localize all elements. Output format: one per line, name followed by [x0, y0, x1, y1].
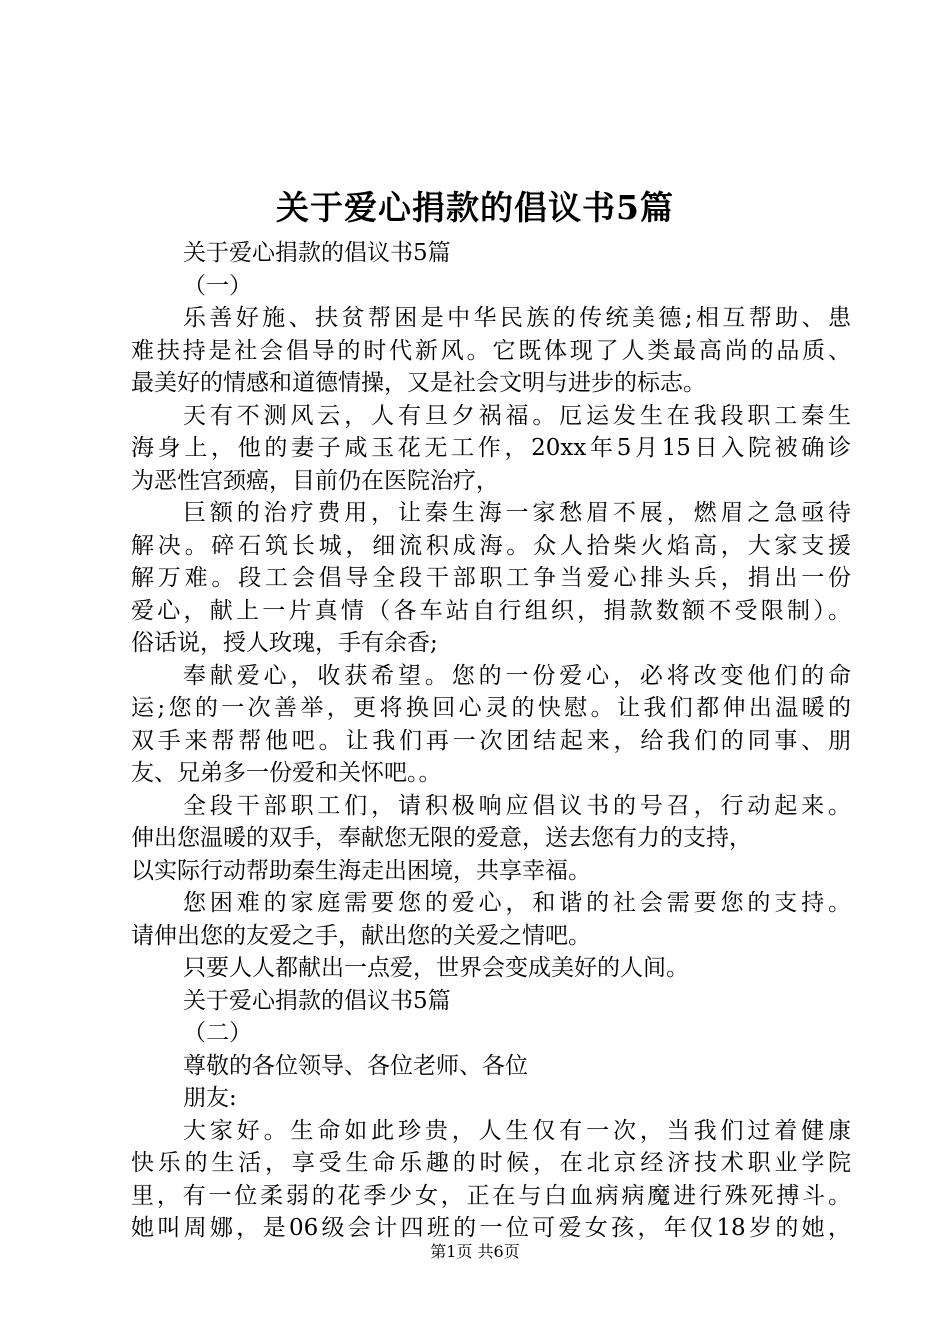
subtitle-line: 关于爱心捐款的倡议书5篇: [183, 987, 451, 1014]
text-line: 友、兄弟多一份爱和关怀吧。。: [131, 760, 442, 786]
text-line: 难扶持是社会倡导的时代新风。它既体现了人类最高尚的品质、: [131, 337, 851, 364]
text-line: 奉献爱心，收获希望。您的一份爱心，必将改变他们的命: [183, 662, 851, 689]
text-line: 全段干部职工们，请积极响应倡议书的号召，行动起来。: [183, 792, 851, 819]
text-line: 只要人人都献出一点爱，世界会变成美好的人间。: [183, 955, 689, 981]
text-line: 以实际行动帮助秦生海走出困境，共享幸福。: [131, 857, 591, 884]
text-line: 大家好。生命如此珍贵，人生仅有一次，当我们过着健康: [183, 1117, 851, 1144]
text-line: 最美好的情感和道德情操，又是社会文明与进步的标志。: [131, 370, 706, 396]
text-line: 天有不测风云，人有旦夕祸福。厄运发生在我段职工秦生: [183, 402, 851, 429]
text-line: 解决。碎石筑长城，细流积成海。众人拾柴火焰高，大家支援: [131, 532, 851, 559]
text-line: 为恶性宫颈癌，目前仍在医院治疗，: [131, 467, 499, 494]
text-line: 巨额的治疗费用，让秦生海一家愁眉不展，燃眉之急亟待: [183, 500, 851, 526]
page-number: 第1页 共6页: [430, 1242, 520, 1261]
text-line: 海身上，他的妻子咸玉花无工作，20xx年5月15日入院被确诊: [131, 435, 851, 461]
document-title: 关于爱心捐款的倡议书5篇: [276, 188, 674, 227]
text-line: 俗话说，授人玫瑰，手有余香;: [131, 630, 438, 656]
section-marker: （一）: [183, 272, 252, 299]
text-line: 乐善好施、扶贫帮困是中华民族的传统美德;相互帮助、患: [183, 305, 851, 331]
text-line: 尊敬的各位领导、各位老师、各位: [183, 1052, 528, 1079]
text-line: 请伸出您的友爱之手，献出您的关爱之情吧。: [131, 922, 591, 949]
text-line: 她叫周娜，是06级会计四班的一位可爱女孩，年仅18岁的她，: [131, 1215, 851, 1241]
section-marker: （二）: [183, 1020, 252, 1046]
text-line: 里，有一位柔弱的花季少女，正在与白血病病魔进行殊死搏斗。: [131, 1182, 851, 1209]
text-line: 爱心，献上一片真情（各车站自行组织，捐款数额不受限制）。: [131, 597, 851, 624]
text-line: 您困难的家庭需要您的爱心，和谐的社会需要您的支持。: [183, 890, 851, 916]
text-line: 快乐的生活，享受生命乐趣的时候，在北京经济技术职业学院: [131, 1150, 851, 1176]
text-line: 运;您的一次善举，更将换回心灵的快慰。让我们都伸出温暖的: [131, 695, 851, 721]
subtitle-line: 关于爱心捐款的倡议书5篇: [183, 240, 451, 266]
document-body: [131, 237, 851, 1245]
text-line: 解万难。段工会倡导全段干部职工争当爱心排头兵，捐出一份: [131, 565, 851, 591]
text-line: 朋友:: [183, 1085, 237, 1111]
text-line: 伸出您温暖的双手，奉献您无限的爱意，送去您有力的支持，: [131, 825, 752, 851]
text-line: 双手来帮帮他吧。让我们再一次团结起来，给我们的同事、朋: [131, 727, 851, 754]
